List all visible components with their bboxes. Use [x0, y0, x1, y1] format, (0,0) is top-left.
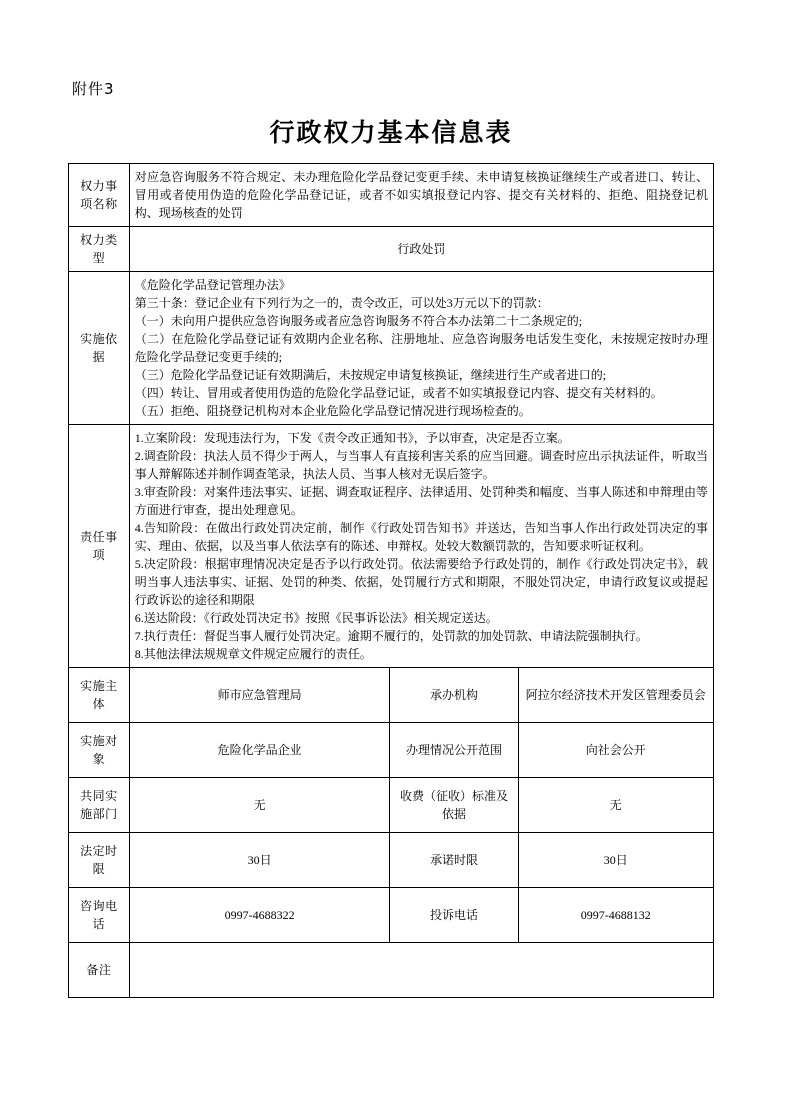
- row-label-object: 实施对象: [69, 723, 130, 778]
- basis-line: （四）转让、冒用或者使用伪造的危险化学品登记证，或者不如实填报登记内容、提交有关材料的。: [134, 386, 663, 400]
- row-value-basis: [129, 272, 713, 425]
- table-row-object: [69, 723, 714, 778]
- row-value-duty: [129, 425, 713, 668]
- row-label-joint: 共同实施部门: [69, 778, 130, 833]
- table-row-phones: [69, 888, 714, 943]
- duty-line: 6.送达阶段：《行政处罚决定书》按照《民事诉讼法》相关规定送达。: [134, 611, 498, 625]
- basis-line: （二）在危险化学品登记证有效期内企业名称、注册地址、应急咨询服务电话发生变化，未按规定按时办理危险化学品登记变更手续的;: [134, 332, 708, 364]
- row-label-disclosure: 办理情况公开范围: [390, 723, 518, 778]
- table-row-type: [69, 227, 714, 272]
- row-label-legal-limit: 法定时限: [69, 833, 130, 888]
- row-value-undertaker: 阿拉尔经济技术开发区管理委员会: [518, 668, 713, 723]
- row-label-fee: 收费（征收）标准及依据: [390, 778, 518, 833]
- row-label-complaint: 投诉电话: [390, 888, 518, 943]
- table-row-time-limit: [69, 833, 714, 888]
- row-value-disclosure: 向社会公开: [518, 723, 713, 778]
- basis-line: 《危险化学品登记管理办法》: [134, 278, 291, 292]
- row-label-promise-limit: 承诺时限: [390, 833, 518, 888]
- table-row-remark: [69, 943, 714, 998]
- table-row-basis: [69, 272, 714, 425]
- row-value-name: 对应急咨询服务不符合规定、未办理危险化学品登记变更手续、未申请复核换证继续生产或者进口、转让、冒用或者使用伪造的危险化学品登记证，或者不如实填报登记内容、提交有关材料的、拒绝、阻挠登记机构、现场核查的处罚: [129, 164, 713, 227]
- duty-line: 2.调查阶段：执法人员不得少于两人，与当事人有直接利害关系的应当回避。调查时应出示执法证件，听取当事人辩解陈述并制作调查笔录，执法人员、当事人核对无误后签字。: [134, 449, 708, 481]
- row-value-type: 行政处罚: [129, 227, 713, 272]
- table-row-joint: [69, 778, 714, 833]
- duty-line: 7.执行责任：督促当事人履行处罚决定。逾期不履行的，处罚款的加处罚款、申请法院强制执行。: [134, 629, 648, 643]
- row-label-type: 权力类型: [69, 227, 130, 272]
- row-label-duty: 责任事项: [69, 425, 130, 668]
- basis-line: 第三十条：登记企业有下列行为之一的，责令改正，可以处3万元以下的罚款：: [134, 296, 549, 310]
- row-label-consult: 咨询电话: [69, 888, 130, 943]
- row-value-remark: [129, 943, 713, 998]
- row-label-name: 权力事项名称: [69, 164, 130, 227]
- row-value-object: 危险化学品企业: [129, 723, 390, 778]
- duty-line: 1.立案阶段：发现违法行为，下发《责令改正通知书》，予以审查，决定是否立案。: [134, 431, 570, 445]
- row-label-subject: 实施主体: [69, 668, 130, 723]
- row-value-subject: 师市应急管理局: [129, 668, 390, 723]
- duty-line: 3.审查阶段：对案件违法事实、证据、调查取证程序、法律适用、处罚种类和幅度、当事人陈述和申辩理由等方面进行审查，提出处理意见。: [134, 485, 708, 517]
- duty-line: 5.决定阶段：根据审理情况决定是否予以行政处罚。依法需要给予行政处罚的，制作《行政处罚决定书》，载明当事人违法事实、证据、处罚的种类、依据，处罚履行方式和期限，不服处罚决定，申请行政复议或提起行政诉讼的途径和期限: [134, 557, 708, 607]
- page-title: 行政权力基本信息表: [269, 118, 513, 147]
- row-value-joint: 无: [129, 778, 390, 833]
- duty-line: 4.告知阶段：在做出行政处罚决定前，制作《行政处罚告知书》并送达，告知当事人作出行政处罚决定的事实、理由、依据，以及当事人依法享有的陈述、申辩权。处较大数额罚款的，告知要求听证权利。: [134, 521, 708, 553]
- basis-line: （五）拒绝、阻挠登记机构对本企业危险化学品登记情况进行现场检查的。: [134, 404, 531, 418]
- row-label-undertaker: 承办机构: [390, 668, 518, 723]
- attachment-label: 附件3: [72, 80, 115, 98]
- row-value-complaint: 0997-4688132: [518, 888, 713, 943]
- row-value-legal-limit: 30日: [129, 833, 390, 888]
- table-row-name: [69, 164, 714, 227]
- table-row-duty: [69, 425, 714, 668]
- power-info-table: [68, 163, 714, 998]
- row-value-promise-limit: 30日: [518, 833, 713, 888]
- row-value-consult: 0997-4688322: [129, 888, 390, 943]
- duty-line: 8.其他法律法规规章文件规定应履行的责任。: [134, 647, 372, 661]
- basis-line: （一）未向用户提供应急咨询服务或者应急咨询服务不符合本办法第二十二条规定的;: [134, 314, 583, 328]
- table-row-subject: [69, 668, 714, 723]
- row-label-remark: 备注: [69, 943, 130, 998]
- row-label-basis: 实施依据: [69, 272, 130, 425]
- basis-line: （三）危险化学品登记证有效期满后，未按规定申请复核换证，继续进行生产或者进口的;: [134, 368, 607, 382]
- row-value-fee: 无: [518, 778, 713, 833]
